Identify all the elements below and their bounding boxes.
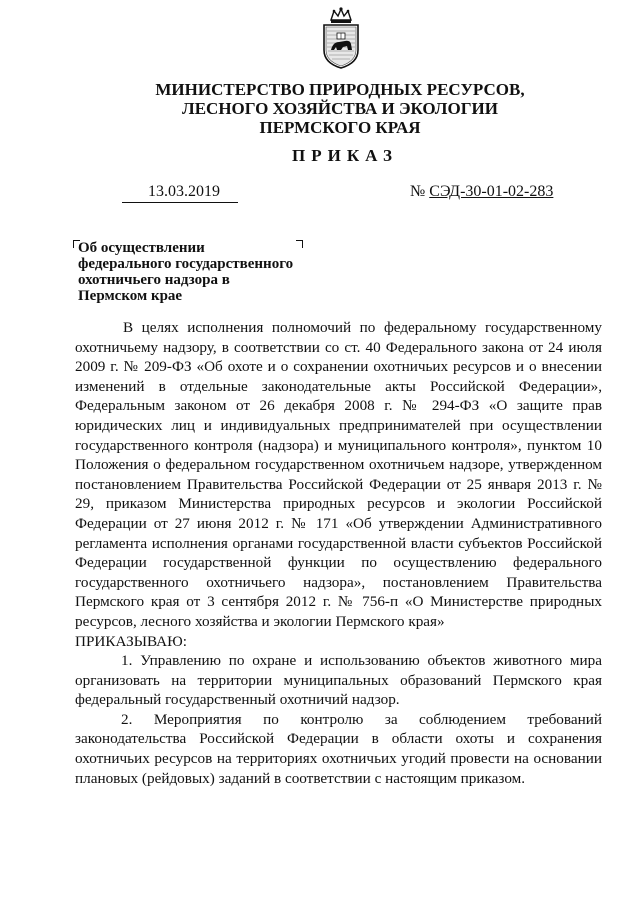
order-item-1: 1. Управлению по охране и использованию объектов животного мира организовать на территории муниципальных образований Пермского края федеральный государственный охотничий надзор.	[75, 652, 602, 709]
order-number	[410, 183, 553, 201]
ministry-header	[120, 80, 560, 137]
preamble-paragraph: В целях исполнения полномочий по федеральному государственному охотничьему надзору, в соответствии со ст. 40 Федерального закона от 24 июля 2009 г. № 209-ФЗ «Об охоте и о сохранении охотничьих ресурсов и о внесении изменений в отдельные законодательные акты Российской Федерации», Федеральным законом от 26 декабря 2008 г. № 294-ФЗ «О защите прав юридических лиц и индивидуальных предпринимателей при осуществлении государственного контроля (надзора) и муниципального контроля», пунктом 10 Положения о федеральном государственном охотничьем надзоре, утвержденном постановлением Правительства Российской Федерации от 25 января 2013 г. № 29, приказом Министерства природных ресурсов и экологии Российской Федерации от 27 июня 2012 г. № 171 «Об утверждении Административного регламента исполнения органами государственной власти субъектов Российской Федерации государственной функции по осуществлению федерального государственного охотничьего надзора», постановлением Правительства Пермского края от 3 сентября 2012 г. № 756-п «О Министерстве природных ресурсов, лесного хозяйства и экологии Пермского края»	[75, 319, 602, 630]
document-type-title: ПРИКАЗ	[292, 146, 398, 165]
ministry-name-line-3: ПЕРМСКОГО КРАЯ	[259, 118, 421, 137]
subject-line-1: Об осуществлении	[78, 240, 205, 256]
ministry-name-line-2: ЛЕСНОГО ХОЗЯЙСТВА И ЭКОЛОГИИ	[182, 99, 498, 118]
ministry-name-line-1: МИНИСТЕРСТВО ПРИРОДНЫХ РЕСУРСОВ,	[155, 80, 525, 99]
directive-heading: ПРИКАЗЫВАЮ:	[75, 632, 187, 650]
order-item-2: 2. Мероприятия по контролю за соблюдением требований законодательства Российской Федерации в области охоты и сохранения охотничьих ресурсов на территориях охотничьих угодий провести на основании плановых (рейдовых) заданий в соответствии с настоящим приказом.	[75, 710, 602, 787]
coat-of-arms-icon	[317, 6, 365, 70]
subject-line-2: федерального государственного	[78, 256, 294, 272]
order-number-value: СЭД-30-01-02-283	[429, 183, 554, 200]
order-date: 13.03.2019	[122, 183, 238, 203]
subject-line-3: охотничьего надзора в	[78, 272, 230, 288]
order-subject	[78, 240, 318, 304]
subject-line-4: Пермском крае	[78, 288, 183, 304]
document-body	[75, 318, 602, 788]
number-sign: №	[410, 183, 426, 200]
